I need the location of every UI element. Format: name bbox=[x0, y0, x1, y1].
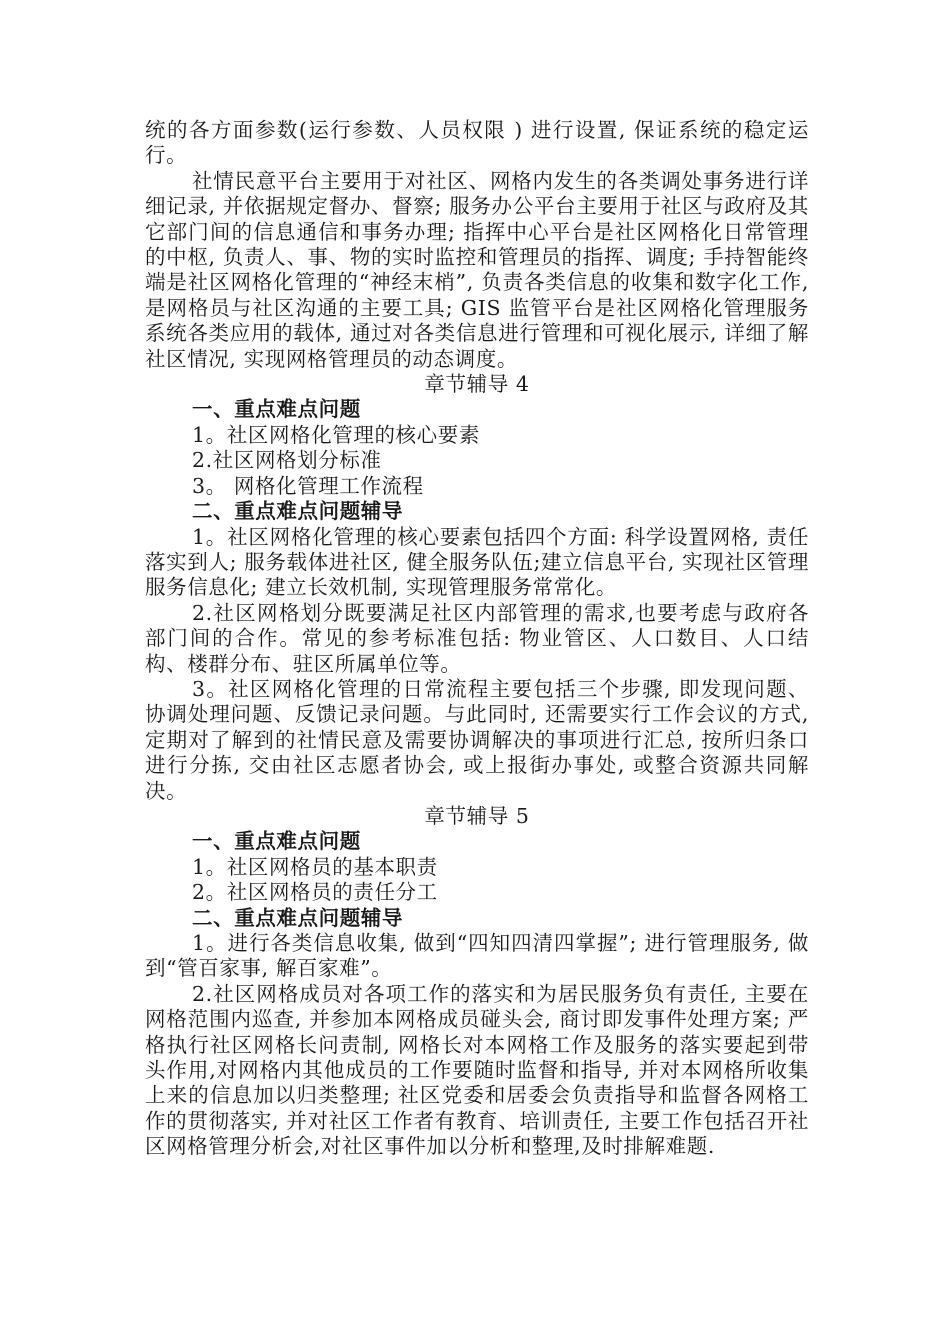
chapter-5-item-2: 2。社区网格员的责任分工 bbox=[192, 880, 438, 905]
paragraph-continuation: 统的各方面参数(运行参数、人员权限 ) 进行设置, 保证系统的稳定运行。 bbox=[145, 118, 809, 168]
chapter-4-heading-1: 一、重点难点问题 bbox=[192, 397, 361, 422]
chapter-5-heading-2: 二、重点难点问题辅导 bbox=[192, 905, 403, 930]
chapter-5-title: 章节辅导 5 bbox=[424, 803, 530, 828]
chapter-5-paragraph-2: 2.社区网格成员对各项工作的落实和为居民服务负有责任, 主要在网格范围内巡查, 并参加本网格成员碰头会, 商讨即发事件处理方案; 严格执行社区网格长问责制, 网格长对本网格工作及服务的落实要起到带头作用,对网格内其他成员的工作要随时监督和指导, 并对本网格所收集上来的信息加以归类整理; 社区党委和居委会负责指导和监督各网格工作的贯彻落实, 并对社区工作者有教育、培训责任, 主要工作包括召开社区网格管理分析会,对社区事件加以分析和整理,及时排解难题. bbox=[145, 981, 809, 1159]
chapter-4-paragraph-2: 2.社区网格划分既要满足社区内部管理的需求,也要考虑与政府各部门间的合作。常见的参考标准包括: 物业管区、人口数目、人口结构、楼群分布、驻区所属单位等。 bbox=[145, 600, 809, 676]
chapter-4-title: 章节辅导 4 bbox=[424, 372, 530, 397]
chapter-4-item-1: 1。社区网格化管理的核心要素 bbox=[192, 422, 480, 447]
chapter-5-paragraph-1: 1。进行各类信息收集, 做到“四知四清四掌握”; 进行管理服务, 做到“管百家事, 解百家难”。 bbox=[145, 931, 809, 981]
chapter-4-heading-2: 二、重点难点问题辅导 bbox=[192, 499, 403, 524]
paragraph-platforms: 社情民意平台主要用于对社区、网格内发生的各类调处事务进行详细记录, 并依据规定督办、督察; 服务办公平台主要用于社区与政府及其它部门间的信息通信和事务办理; 指挥中心平台是社区网格化日常管理的中枢, 负责人、事、物的实时监控和管理员的指挥、调度; 手持智能终端是社区网格化管理的“神经末梢”, 负责各类信息的收集和数字化工作, 是网格员与社区沟通的主要工具; GIS 监管平台是社区网格化管理服务系统各类应用的载体, 通过对各类信息进行管理和可视化展示, 详细了解社区情况, 实现网格管理员的动态调度。 bbox=[145, 168, 809, 371]
document-page bbox=[145, 118, 809, 1160]
chapter-5-heading-1: 一、重点难点问题 bbox=[192, 829, 361, 854]
chapter-4-item-2: 2.社区网格划分标准 bbox=[192, 448, 382, 473]
chapter-4-paragraph-3: 3。社区网格化管理的日常流程主要包括三个步骤, 即发现问题、协调处理问题、反馈记录问题。与此同时, 还需要实行工作会议的方式, 定期对了解到的社情民意及需要协调解决的事项进行汇总, 按所归条口进行分拣, 交由社区志愿者协会, 或上报街办事处, 或整合资源共同解决。 bbox=[145, 676, 809, 803]
chapter-4-item-3: 3。 网格化管理工作流程 bbox=[192, 473, 424, 498]
chapter-5-item-1: 1。社区网格员的基本职责 bbox=[192, 854, 438, 879]
chapter-4-paragraph-1: 1。社区网格化管理的核心要素包括四个方面: 科学设置网格, 责任落实到人; 服务载体进社区, 健全服务队伍;建立信息平台, 实现社区管理服务信息化; 建立长效机制, 实现管理服务常常化。 bbox=[145, 524, 809, 600]
